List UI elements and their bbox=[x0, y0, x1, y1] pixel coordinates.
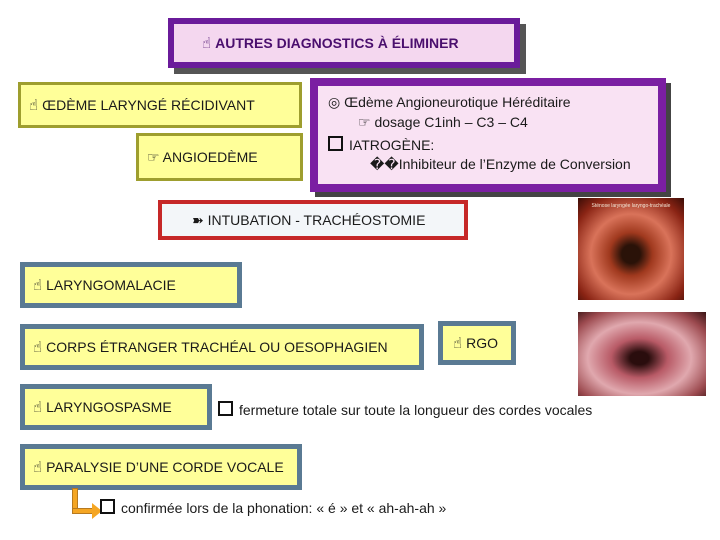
page-title: AUTRES DIAGNOSTICS À ÉLIMINER bbox=[215, 35, 459, 51]
corps-etranger-box bbox=[20, 324, 424, 370]
rgo-box bbox=[438, 321, 516, 365]
intubation-box bbox=[158, 200, 468, 240]
checkbox-bullet-icon bbox=[100, 499, 115, 514]
pointing-hand-icon: ☝ bbox=[33, 277, 43, 294]
pointing-hand-icon: ☝ bbox=[202, 35, 212, 52]
intubation-label: ➽ INTUBATION - TRACHÉOSTOMIE bbox=[192, 211, 426, 228]
oedeme-box bbox=[18, 82, 302, 128]
oedeme-label: ŒDÈME LARYNGÉ RÉCIDIVANT bbox=[42, 97, 255, 113]
checkbox-bullet-icon bbox=[328, 136, 343, 151]
pointing-hand-icon: ☝ bbox=[33, 339, 43, 356]
endoscopy-image-1 bbox=[578, 198, 684, 300]
pointing-hand-icon: ☝ bbox=[33, 459, 43, 476]
l-arrow-horizontal bbox=[72, 508, 94, 514]
angio-detail-box bbox=[310, 78, 666, 192]
laryngospasme-box bbox=[20, 384, 212, 430]
angio-detail-line-4: ��Inhibiteur de l’Enzyme de Conversion bbox=[370, 156, 631, 172]
laryngomalacie-label: LARYNGOMALACIE bbox=[46, 277, 176, 293]
title-inner bbox=[174, 24, 514, 62]
pointing-hand-icon: ☝ bbox=[453, 335, 463, 352]
angioedeme-label: ☞ ANGIOEDÈME bbox=[147, 148, 258, 165]
rgo-label: RGO bbox=[466, 335, 499, 351]
laryngomalacie-box bbox=[20, 262, 242, 308]
paralysie-label: PARALYSIE D’UNE CORDE VOCALE bbox=[46, 459, 284, 475]
endoscopy-image-1-caption: Sténose laryngée laryngo-trachéale bbox=[591, 203, 671, 209]
angio-detail-line-2: ☞ dosage C1inh – C3 – C4 bbox=[358, 114, 528, 130]
title-box bbox=[168, 18, 520, 68]
angio-detail-line-1: ◎ Œdème Angioneurotique Héréditaire bbox=[328, 94, 571, 110]
pointing-hand-icon: ☝ bbox=[33, 399, 43, 416]
endoscopy-image-2 bbox=[578, 312, 706, 396]
corps-etranger-label: CORPS ÉTRANGER TRACHÉAL OU OESOPHAGIEN bbox=[46, 339, 388, 355]
angioedeme-box bbox=[136, 133, 303, 181]
intubation-inner bbox=[162, 204, 464, 236]
angio-detail-inner bbox=[318, 86, 658, 184]
paralysie-box bbox=[20, 444, 302, 490]
checkbox-bullet-icon bbox=[218, 401, 233, 416]
laryngospasme-label: LARYNGOSPASME bbox=[46, 399, 172, 415]
laryngospasme-note: fermeture totale sur toute la longueur des cordes vocales bbox=[218, 401, 592, 418]
angio-detail-line-3: IATROGÈNE: bbox=[328, 136, 434, 153]
phonation-note: confirmée lors de la phonation: « é » et « ah-ah-ah » bbox=[100, 499, 446, 516]
pointing-hand-icon: ☝ bbox=[29, 97, 39, 114]
